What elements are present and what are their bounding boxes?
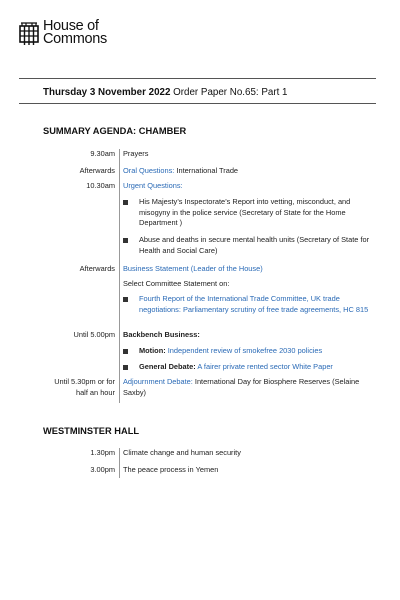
urgent-question-item xyxy=(43,197,373,235)
time-business-statement: Afterwards xyxy=(79,264,115,273)
business-statement-link[interactable]: Business Statement (Leader of the House) xyxy=(123,264,263,273)
agenda-row-oral-questions xyxy=(43,166,373,182)
westminster-row xyxy=(43,448,373,465)
time-oral-questions: Afterwards xyxy=(79,165,115,175)
adjournment-debate-text: International Day for Biosphere Reserves (Selaine Saxby) xyxy=(123,377,360,397)
title-rule xyxy=(19,103,376,104)
agenda-row-urgent-questions xyxy=(43,181,373,197)
backbench-motion xyxy=(43,346,373,362)
westminster-row xyxy=(43,465,373,481)
agenda-row-backbench-business xyxy=(43,330,373,346)
chamber-heading: SUMMARY AGENDA: CHAMBER xyxy=(43,126,187,136)
urgent-question-item xyxy=(43,235,373,264)
agenda-row-committee-statement xyxy=(43,279,373,294)
oral-questions-link[interactable]: Oral Questions: xyxy=(123,165,175,175)
agenda-row-prayers xyxy=(43,149,373,166)
logo-line-1: House of xyxy=(43,18,99,34)
urgent-question-text: Abuse and deaths in secure mental health units (Secretary of State for Health and Social Care) xyxy=(139,235,370,255)
bullet-icon xyxy=(123,297,128,302)
urgent-question-text: His Majesty’s Inspectorate’s Report into vetting, misconduct, and misogyny in the police service (Secretary of State for the Home Department ) xyxy=(139,197,351,227)
order-paper-date: Thursday 3 November 2022 xyxy=(43,87,171,98)
time-adjournment-line-1: Until 5.30pm or for xyxy=(54,377,115,386)
logo-line-2: Commons xyxy=(43,31,107,47)
top-rule xyxy=(19,78,376,79)
backbench-heading: Backbench Business: xyxy=(123,330,200,339)
westminster-topic: Climate change and human security xyxy=(123,448,241,457)
time-prayers: 9.30am xyxy=(90,149,115,158)
committee-report-link[interactable]: Fourth Report of the International Trade Committee, UK trade negotiations: Parliamentary scrutiny of free trade agreements, HC 815 xyxy=(139,294,369,314)
westminster-time: 1.30pm xyxy=(90,448,115,457)
time-adjournment-debate xyxy=(43,377,115,398)
committee-statement-item xyxy=(43,294,373,330)
portcullis-icon xyxy=(19,22,39,46)
general-debate-label: General Debate: xyxy=(139,361,196,371)
backbench-general-debate xyxy=(43,362,373,378)
motion-label: Motion: xyxy=(139,346,166,355)
time-backbench-business: Until 5.00pm xyxy=(73,330,115,339)
urgent-questions-link[interactable]: Urgent Questions: xyxy=(123,181,183,190)
bullet-icon xyxy=(123,349,128,354)
westminster-hall-schedule xyxy=(43,448,373,481)
oral-questions-topic: International Trade xyxy=(174,165,239,175)
westminster-hall-heading: WESTMINSTER HALL xyxy=(43,426,140,436)
agenda-row-business-statement xyxy=(43,264,373,279)
bullet-icon xyxy=(123,200,128,205)
committee-statement-label: Select Committee Statement on: xyxy=(123,279,230,288)
general-debate-link[interactable]: A fairer private rented sector White Paper xyxy=(195,361,333,371)
adjournment-debate-link[interactable]: Adjournment Debate: xyxy=(123,377,193,386)
time-urgent-questions: 10.30am xyxy=(86,181,115,190)
motion-link[interactable]: Independent review of smokefree 2030 policies xyxy=(165,346,323,355)
agenda-row-adjournment-debate xyxy=(43,377,373,401)
bullet-icon xyxy=(123,238,128,243)
westminster-time: 3.00pm xyxy=(90,464,115,474)
chamber-schedule xyxy=(43,149,373,401)
bullet-icon xyxy=(123,365,128,370)
time-adjournment-line-2: half an hour xyxy=(75,387,115,397)
order-paper-number: Order Paper No.65: Part 1 xyxy=(170,87,288,98)
prayers-text: Prayers xyxy=(123,149,149,158)
westminster-topic: The peace process in Yemen xyxy=(123,464,219,474)
order-paper-title xyxy=(43,87,288,98)
house-of-commons-logo xyxy=(19,20,107,46)
